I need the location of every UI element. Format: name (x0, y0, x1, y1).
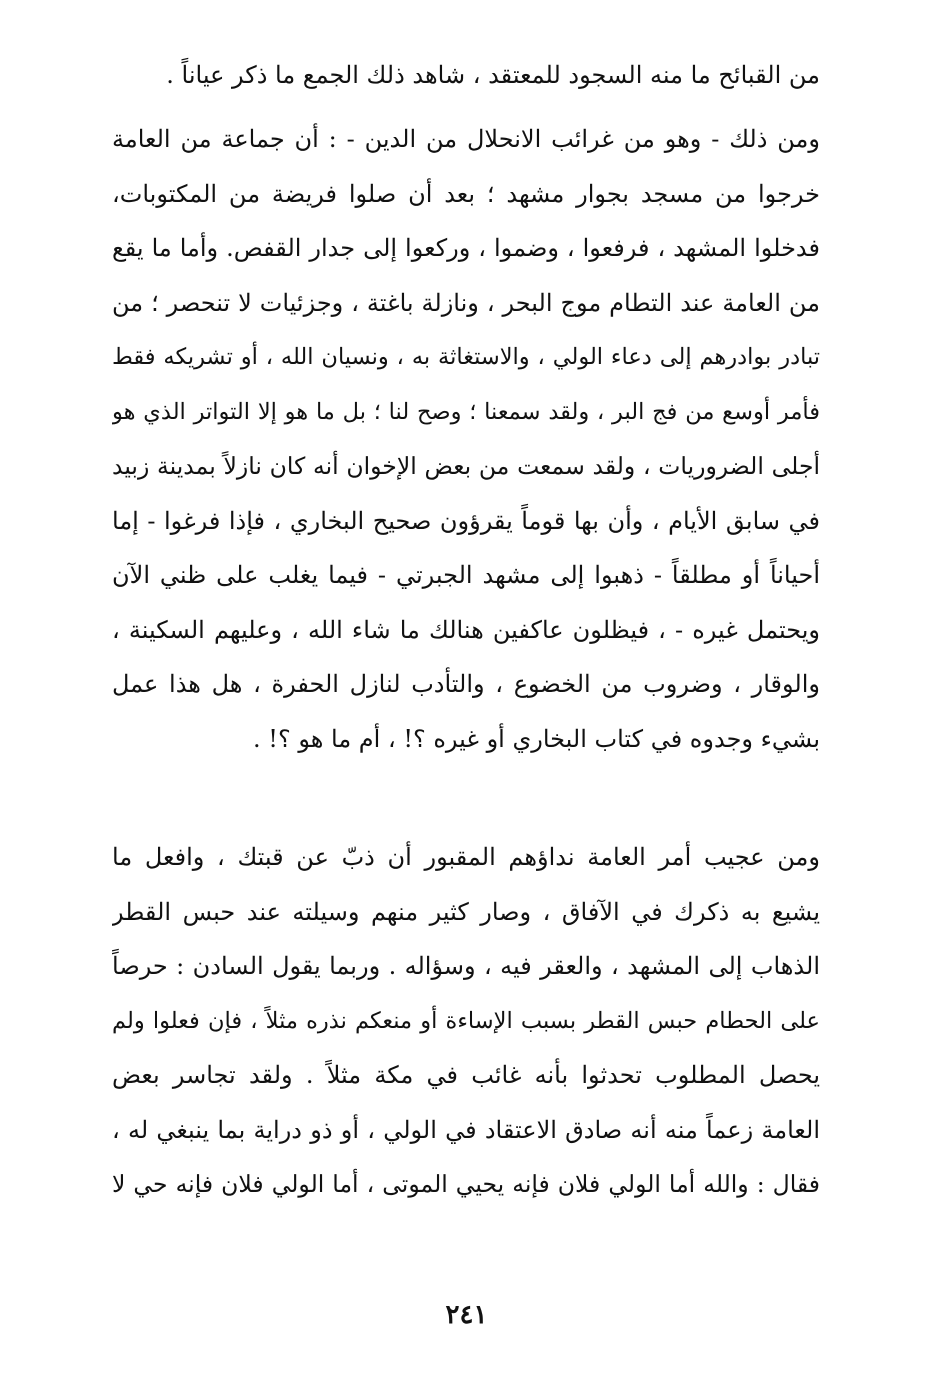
text-line: فأمر أوسع من فج البر ، ولقد سمعنا ؛ وصح لنا ؛ بل ما هو إلا التواتر الذي هو (112, 398, 820, 425)
text-line: ومن ذلك - وهو من غرائب الانحلال من الدين - : أن جماعة من العامة (112, 125, 820, 153)
text-line: الذهاب إلى المشهد ، والعقر فيه ، وسؤاله . وربما يقول السادن : حرصاً (112, 952, 820, 980)
text-line: فقال : والله أما الولي فلان فإنه يحيي الموتى ، أما الولي فلان فإنه حي لا (112, 1170, 820, 1198)
text-line: من العامة عند التطام موج البحر ، ونازلة باغتة ، وجزئيات لا تنحصر ؛ من (112, 288, 820, 317)
text-line: فدخلوا المشهد ، فرفعوا ، وضموا ، وركعوا إلى جدار القفص. وأما ما يقع (112, 234, 820, 262)
text-line: أحياناً أو مطلقاً - ذهبوا إلى مشهد الجبرتي - فيما يغلب على ظني الآن (112, 561, 820, 589)
text-line: يشيع به ذكرك في الآفاق ، وصار كثير منهم وسيلته عند حبس القطر (112, 897, 820, 926)
text-line: تبادر بوادرهم إلى دعاء الولي ، والاستغاثة به ، ونسيان الله ، أو تشريكه فقط (112, 344, 820, 370)
text-line: أجلى الضروريات ، ولقد سمعت من بعض الإخوان أنه كان نازلاً بمدينة زبيد (112, 452, 820, 480)
text-line: بشيء وجدوه في كتاب البخاري أو غيره ؟! ، أم ما هو ؟! . (253, 724, 820, 753)
text-line: من القبائح ما منه السجود للمعتقد ، شاهد ذلك الجمع ما ذكر عياناً . (166, 61, 820, 89)
text-line: والوقار ، وضروب من الخضوع ، والتأدب لنازل الحفرة ، هل هذا عمل (112, 670, 820, 698)
text-line: في سابق الأيام ، وأن بها قوماً يقرؤون صحيح البخاري ، فإذا فرغوا - إما (112, 506, 820, 535)
text-line: يحصل المطلوب تحدثوا بأنه غائب في مكة مثلاً . ولقد تجاسر بعض (112, 1061, 820, 1089)
text-line: على الحطام حبس القطر بسبب الإساءة أو منعكم نذره مثلاً ، فإن فعلوا ولم (112, 1007, 820, 1034)
text-line: ويحتمل غيره - ، فيظلون عاكفين هنالك ما شاء الله ، وعليهم السكينة ، (112, 615, 820, 644)
paragraph-3 (112, 830, 820, 1212)
text-line: ومن عجيب أمر العامة نداؤهم المقبور أن ذبّ عن قبتك ، وافعل ما (112, 843, 820, 871)
text-line: العامة زعماً منه أنه صادق الاعتقاد في الولي ، أو ذو دراية بما ينبغي له ، (112, 1115, 820, 1144)
text-line: خرجوا من مسجد بجوار مشهد ؛ بعد أن صلوا فريضة من المكتوبات، (112, 179, 820, 208)
paragraph-2 (112, 112, 820, 766)
page-number: ٢٤١ (445, 1300, 488, 1330)
paragraph-1 (112, 48, 820, 103)
